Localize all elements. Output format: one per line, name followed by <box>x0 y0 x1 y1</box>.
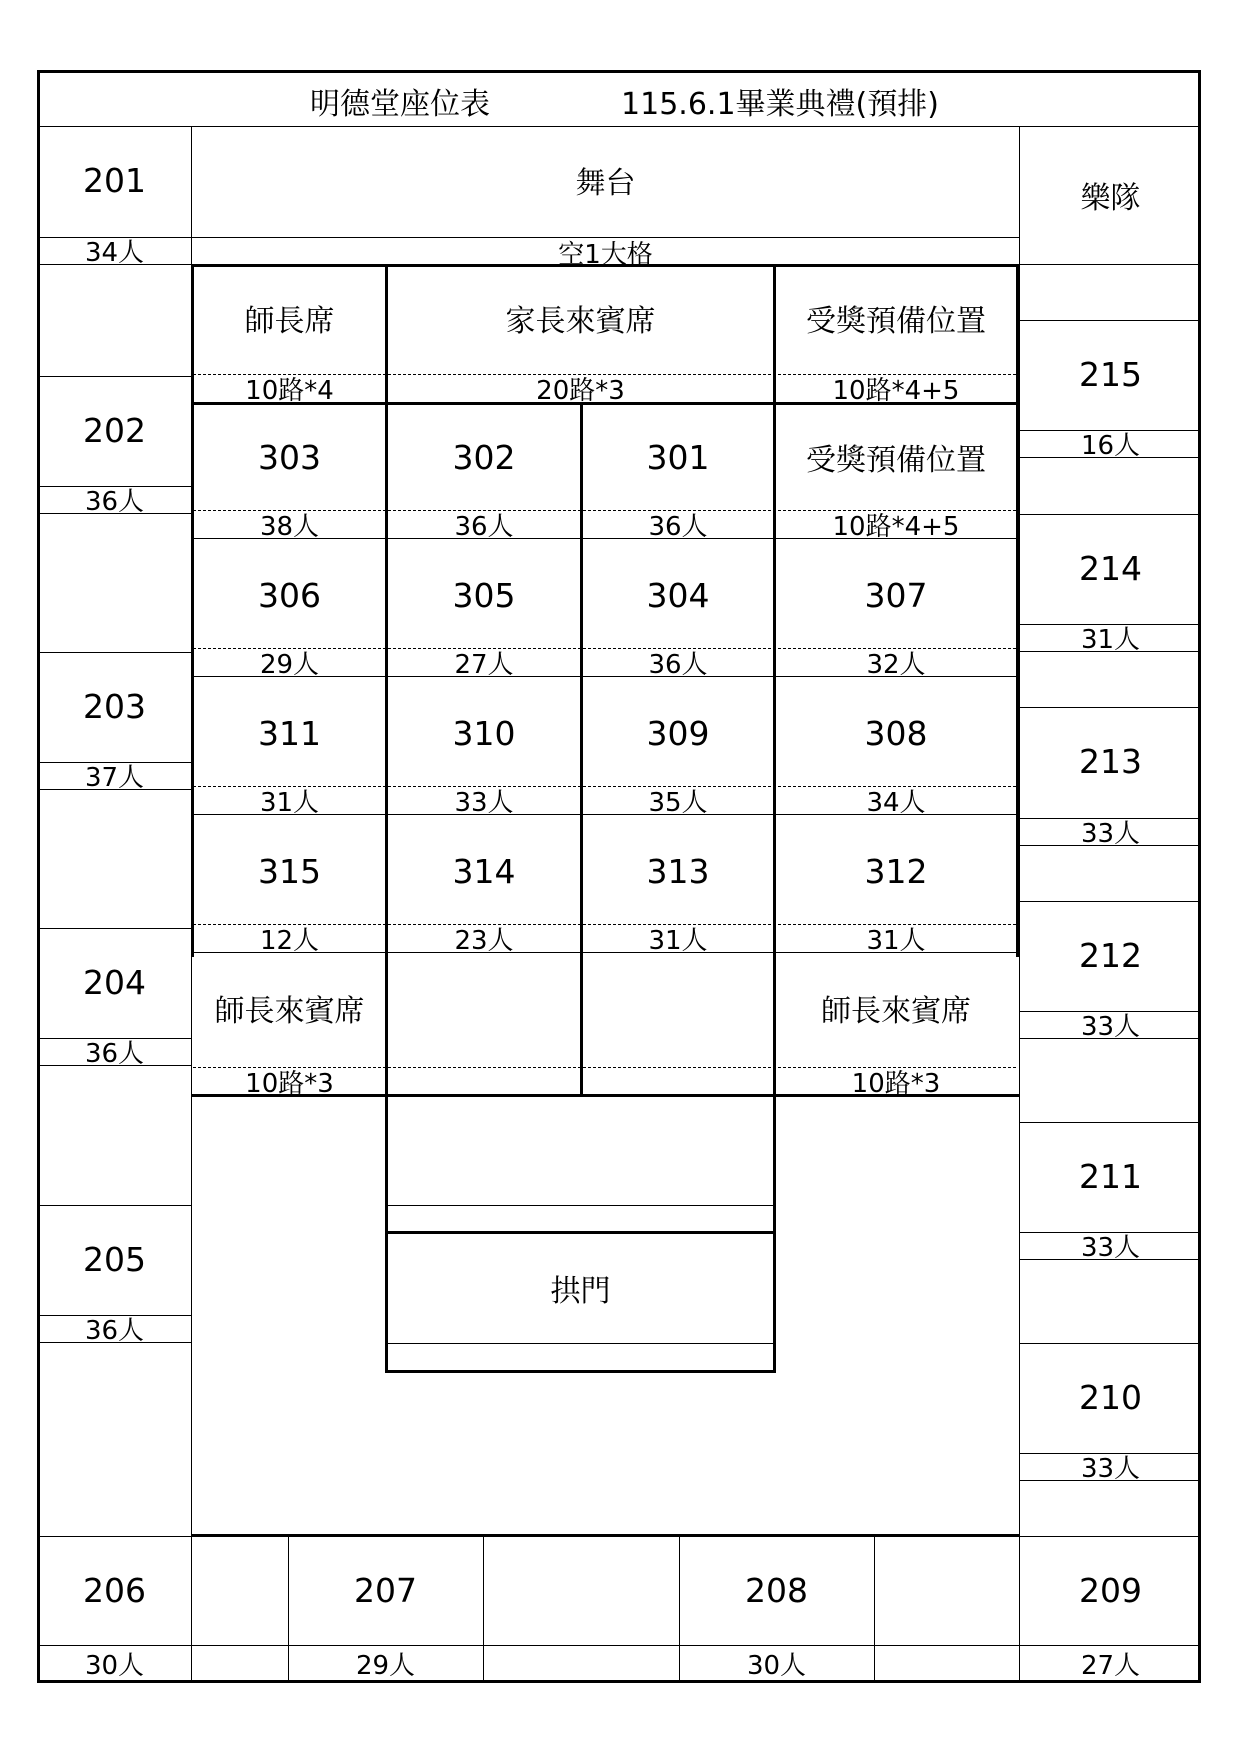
section-305-count: 27人 <box>454 649 514 680</box>
right-214-top <box>1020 514 1200 515</box>
section-302-label: 302 <box>452 437 516 477</box>
section-207-label: 207 <box>354 1570 417 1610</box>
right-215-top <box>1020 320 1200 321</box>
arch-box-bottom <box>385 1370 776 1373</box>
back-guests-right-count: 10路*3 <box>851 1068 941 1099</box>
section-207-count: 29人 <box>355 1650 416 1681</box>
section-203-label: 203 <box>83 686 146 726</box>
section-303-label: 303 <box>258 437 321 477</box>
section-315-count: 12人 <box>259 925 320 956</box>
row-2-dash <box>193 786 1016 787</box>
right-212-top <box>1020 901 1200 902</box>
parents-seat-label: 家長來賓席 <box>505 303 656 339</box>
section-214-label: 214 <box>1079 548 1142 588</box>
section-204-label: 204 <box>83 962 146 1002</box>
section-307-count: 32人 <box>866 649 926 680</box>
section-308-count: 34人 <box>866 787 926 818</box>
left-204-top <box>38 928 191 929</box>
section-309-label: 309 <box>646 713 710 753</box>
arch-box-right <box>773 1094 776 1373</box>
row-1-bottom <box>193 676 1016 677</box>
section-315-label: 315 <box>258 851 321 891</box>
section-313-count: 31人 <box>648 925 708 956</box>
bottom-divider-4 <box>874 1536 875 1683</box>
section-212-count: 33人 <box>1080 1011 1141 1042</box>
arch-label: 拱門 <box>550 1274 611 1309</box>
stage-label: 舞台 <box>575 166 636 201</box>
left-205-top <box>38 1205 191 1206</box>
right-211-top <box>1020 1122 1200 1123</box>
center-block-top-right <box>773 264 1019 267</box>
section-312-label: 312 <box>864 851 928 891</box>
teachers-seat-count: 10路*4 <box>245 375 334 406</box>
back-guests-left-label: 師長來賓席 <box>214 993 365 1029</box>
section-302-count: 36人 <box>454 511 514 542</box>
section-301-label: 301 <box>646 437 710 477</box>
section-210-label: 210 <box>1079 1377 1142 1417</box>
left-203-top <box>38 652 191 653</box>
awards-seat-label: 受獎預備位置 <box>806 303 986 339</box>
left-202-top <box>38 376 191 377</box>
center-block-right <box>1016 403 1019 957</box>
section-211-label: 211 <box>1079 1156 1142 1196</box>
section-305-label: 305 <box>452 575 516 615</box>
section-303-count: 38人 <box>259 511 320 542</box>
section-309-count: 35人 <box>648 787 708 818</box>
section-313-label: 313 <box>646 851 710 891</box>
arch-inner-bottom <box>387 1343 773 1344</box>
section-310-count: 33人 <box>454 787 514 818</box>
section-受獎預備位置-label: 受獎預備位置 <box>806 443 986 478</box>
row-0-dash <box>193 510 1016 511</box>
section-215-label: 215 <box>1079 354 1142 394</box>
row-3-bottom <box>193 952 1016 953</box>
back-guests-left-count: 10路*3 <box>245 1068 334 1099</box>
parents-seat-count: 20路*3 <box>536 375 625 406</box>
section-201-count: 34人 <box>84 237 145 268</box>
section-214-count: 31人 <box>1080 624 1141 655</box>
bottom-divider-2 <box>483 1536 484 1683</box>
arch-box-left <box>385 1094 388 1373</box>
section-304-count: 36人 <box>648 649 708 680</box>
band-label: 樂隊 <box>1080 181 1141 216</box>
row-2-bottom <box>193 814 1016 815</box>
section-208-count: 30人 <box>746 1650 807 1681</box>
section-304-label: 304 <box>646 575 710 615</box>
section-206-label: 206 <box>83 1570 146 1610</box>
header-divider <box>38 126 1200 127</box>
section-215-count: 16人 <box>1080 430 1141 461</box>
section-213-count: 33人 <box>1080 818 1141 849</box>
section-209-label: 209 <box>1079 1570 1142 1610</box>
lower-area-bottom <box>191 1534 1019 1537</box>
section-202-count: 36人 <box>84 486 145 517</box>
section-314-count: 23人 <box>454 925 514 956</box>
section-311-label: 311 <box>258 713 321 753</box>
section-310-label: 310 <box>452 713 516 753</box>
stage-gap-label: 空1大格 <box>558 239 653 270</box>
section-203-count: 37人 <box>84 762 145 793</box>
section-312-count: 31人 <box>866 925 926 956</box>
section-213-label: 213 <box>1079 741 1142 781</box>
awards-seat-count: 10路*4+5 <box>832 375 960 406</box>
section-205-count: 36人 <box>84 1315 145 1346</box>
section-212-label: 212 <box>1079 935 1142 975</box>
section-204-count: 36人 <box>84 1038 145 1069</box>
section-202-label: 202 <box>83 410 146 450</box>
event-title: 115.6.1畢業典禮(預排) <box>621 87 939 122</box>
section-211-count: 33人 <box>1080 1232 1141 1263</box>
section-206-count: 30人 <box>84 1650 145 1681</box>
right-column-divider <box>1019 126 1020 1683</box>
section-311-count: 31人 <box>259 787 320 818</box>
section-308-label: 308 <box>864 713 928 753</box>
section-306-count: 29人 <box>259 649 320 680</box>
section-307-label: 307 <box>864 575 928 615</box>
section-208-label: 208 <box>745 1570 808 1610</box>
section-314-label: 314 <box>452 851 516 891</box>
arch-top-line <box>387 1205 773 1206</box>
back-guests-right-label: 師長來賓席 <box>821 993 971 1029</box>
row-3-dash <box>193 924 1016 925</box>
center-block-top <box>191 264 773 267</box>
right-210-top <box>1020 1343 1200 1344</box>
back-guests-bottom <box>191 1094 1019 1097</box>
section-209-count: 27人 <box>1080 1650 1141 1681</box>
row-1-dash <box>193 648 1016 649</box>
section-205-label: 205 <box>83 1239 146 1279</box>
right-band-bottom <box>1020 264 1200 265</box>
section-301-count: 36人 <box>648 511 708 542</box>
center-block-right-upper <box>1016 264 1019 403</box>
section-201-label: 201 <box>83 160 146 200</box>
right-213-top <box>1020 707 1200 708</box>
section-受獎預備位置-count: 10路*4+5 <box>832 511 960 542</box>
section-306-label: 306 <box>258 575 321 615</box>
teachers-seat-label: 師長席 <box>244 303 335 339</box>
row-0-bottom <box>193 538 1016 539</box>
venue-title: 明德堂座位表 <box>310 87 490 122</box>
section-210-count: 33人 <box>1080 1453 1141 1484</box>
